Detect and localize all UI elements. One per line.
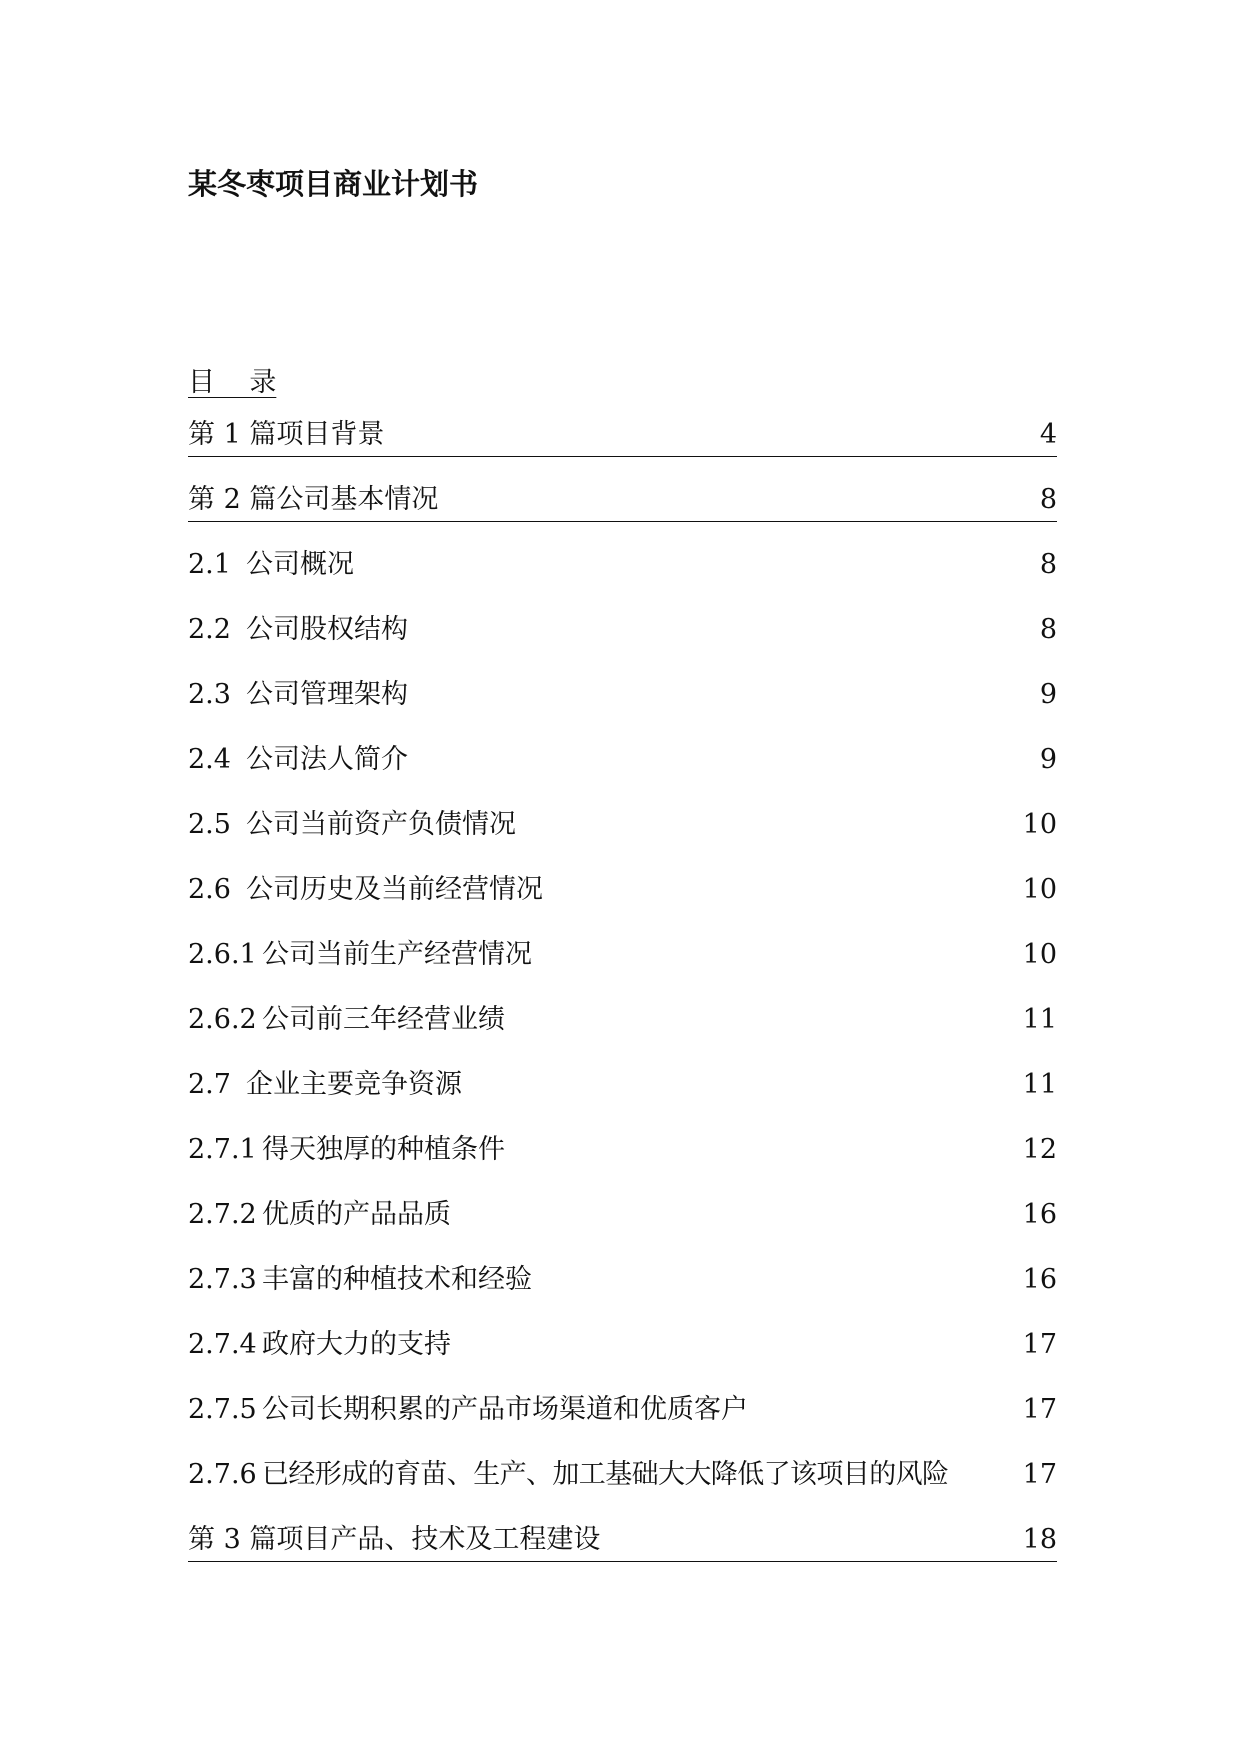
toc-entry-number: 2.7.6 xyxy=(188,1459,257,1490)
toc-entry-title: 项目背景 xyxy=(276,419,385,450)
toc-entry-title: 企业主要竞争资源 xyxy=(246,1069,462,1100)
toc-entry[interactable] xyxy=(188,1198,1057,1263)
toc-entry-title: 丰富的种植技术和经验 xyxy=(262,1264,532,1295)
table-of-contents xyxy=(188,418,1057,1588)
toc-entry-page-number: 18 xyxy=(1022,1524,1057,1555)
toc-entry-title: 项目产品、技术及工程建设 xyxy=(276,1524,601,1555)
toc-entry[interactable] xyxy=(188,743,1057,808)
toc-entry-number: 第 2 篇 xyxy=(188,484,277,515)
toc-entry[interactable] xyxy=(188,1003,1057,1068)
toc-entry-number: 2.3 xyxy=(188,679,231,710)
toc-entry-title: 公司基本情况 xyxy=(276,484,439,515)
toc-entry-number: 2.5 xyxy=(188,809,231,840)
toc-chapter-entry[interactable] xyxy=(188,418,1057,483)
toc-entry-page-number: 17 xyxy=(1022,1459,1057,1490)
toc-chapter-underline xyxy=(188,456,1057,457)
toc-chapter-underline xyxy=(188,521,1057,522)
toc-entry[interactable] xyxy=(188,873,1057,938)
toc-entry-number: 2.4 xyxy=(188,744,231,775)
toc-entry-title: 公司概况 xyxy=(246,549,354,580)
toc-entry-number: 2.6 xyxy=(188,874,231,905)
toc-entry[interactable] xyxy=(188,678,1057,743)
toc-entry-title: 公司当前资产负债情况 xyxy=(246,809,516,840)
toc-entry-number: 2.1 xyxy=(188,549,231,580)
toc-entry-title: 公司长期积累的产品市场渠道和优质客户 xyxy=(262,1394,748,1425)
toc-entry[interactable] xyxy=(188,1458,1057,1523)
toc-chapter-entry[interactable] xyxy=(188,1523,1057,1588)
toc-entry-title: 政府大力的支持 xyxy=(262,1329,451,1360)
document-title: 某冬枣项目商业计划书 xyxy=(188,167,479,201)
toc-chapter-entry[interactable] xyxy=(188,483,1057,548)
toc-entry[interactable] xyxy=(188,808,1057,873)
toc-entry[interactable] xyxy=(188,548,1057,613)
toc-entry-title: 优质的产品品质 xyxy=(262,1199,451,1230)
toc-entry-page-number: 16 xyxy=(1022,1199,1057,1230)
toc-entry-number: 2.7 xyxy=(188,1069,231,1100)
toc-entry-page-number: 17 xyxy=(1022,1329,1057,1360)
toc-entry[interactable] xyxy=(188,1133,1057,1198)
toc-entry-number: 2.7.2 xyxy=(188,1199,257,1230)
toc-entry-page-number: 10 xyxy=(1022,874,1057,905)
toc-entry-number: 2.7.3 xyxy=(188,1264,257,1295)
toc-entry-page-number: 16 xyxy=(1022,1264,1057,1295)
toc-entry-title: 公司法人简介 xyxy=(246,744,408,775)
toc-entry-number: 第 3 篇 xyxy=(188,1524,277,1555)
toc-entry[interactable] xyxy=(188,1263,1057,1328)
toc-entry-title: 公司股权结构 xyxy=(246,614,408,645)
toc-entry-number: 2.2 xyxy=(188,614,231,645)
toc-entry-page-number: 8 xyxy=(1039,614,1057,645)
toc-entry[interactable] xyxy=(188,1068,1057,1133)
toc-entry-number: 第 1 篇 xyxy=(188,419,277,450)
toc-entry[interactable] xyxy=(188,1393,1057,1458)
toc-entry-number: 2.7.1 xyxy=(188,1134,257,1165)
toc-entry-title: 公司当前生产经营情况 xyxy=(262,939,532,970)
toc-entry-page-number: 8 xyxy=(1039,484,1057,515)
toc-entry-number: 2.6.1 xyxy=(188,939,257,970)
toc-entry-title: 公司历史及当前经营情况 xyxy=(246,874,543,905)
toc-entry-page-number: 11 xyxy=(1022,1069,1057,1100)
toc-entry-page-number: 17 xyxy=(1022,1394,1057,1425)
toc-entry-page-number: 9 xyxy=(1039,679,1057,710)
toc-entry-number: 2.6.2 xyxy=(188,1004,257,1035)
toc-entry-number: 2.7.4 xyxy=(188,1329,257,1360)
toc-entry[interactable] xyxy=(188,613,1057,678)
toc-chapter-underline xyxy=(188,1561,1057,1562)
toc-entry-page-number: 10 xyxy=(1022,809,1057,840)
toc-entry-number: 2.7.5 xyxy=(188,1394,257,1425)
toc-entry-page-number: 10 xyxy=(1022,939,1057,970)
toc-entry-page-number: 8 xyxy=(1039,549,1057,580)
toc-entry-page-number: 9 xyxy=(1039,744,1057,775)
toc-entry-page-number: 4 xyxy=(1039,419,1057,450)
toc-entry-title: 得天独厚的种植条件 xyxy=(262,1134,505,1165)
toc-entry-title: 公司前三年经营业绩 xyxy=(262,1004,505,1035)
toc-entry-page-number: 12 xyxy=(1022,1134,1057,1165)
toc-entry-title: 已经形成的育苗、生产、加工基础大大降低了该项目的风险 xyxy=(262,1459,949,1490)
toc-entry-title: 公司管理架构 xyxy=(246,679,408,710)
toc-entry-page-number: 11 xyxy=(1022,1004,1057,1035)
toc-entry[interactable] xyxy=(188,938,1057,1003)
toc-entry[interactable] xyxy=(188,1328,1057,1393)
toc-heading: 目 录 xyxy=(188,367,277,398)
